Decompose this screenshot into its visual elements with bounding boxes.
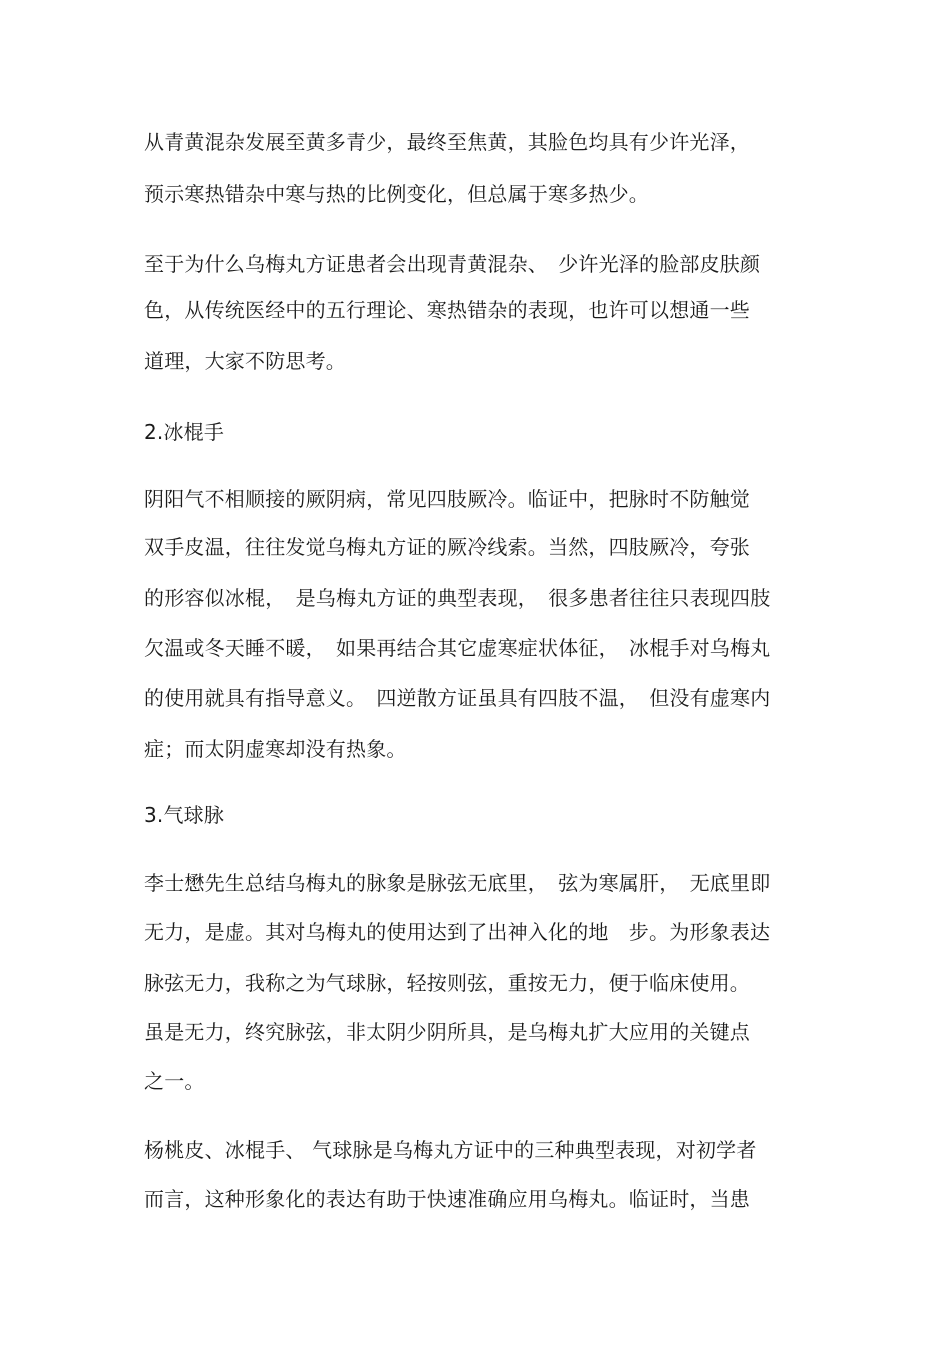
text-line: 李士懋先生总结乌梅丸的脉象是脉弦无底里， 弦为寒属肝， 无底里即 (144, 871, 771, 895)
text-line: 双手皮温，往往发觉乌梅丸方证的厥冷线索。当然，四肢厥冷，夸张 (144, 535, 750, 559)
text-line: 症；而太阴虚寒却没有热象。 (144, 737, 407, 761)
text-line: 的形容似冰棍， 是乌梅丸方证的典型表现， 很多患者往往只表现四肢 (144, 586, 771, 610)
text-line: 无力，是虚。其对乌梅丸的使用达到了出神入化的地 步。为形象表达 (144, 920, 771, 944)
text-line: 之一。 (144, 1069, 205, 1093)
section-heading: 2.冰棍手 (144, 420, 225, 444)
text-line: 脉弦无力，我称之为气球脉，轻按则弦，重按无力，便于临床使用。 (144, 971, 750, 995)
text-line: 色，从传统医经中的五行理论、寒热错杂的表现，也许可以想通一些 (144, 298, 750, 322)
text-line: 杨桃皮、冰棍手、 气球脉是乌梅丸方证中的三种典型表现，对初学者 (144, 1138, 757, 1162)
text-line: 道理，大家不防思考。 (144, 349, 346, 373)
text-line: 欠温或冬天睡不暖， 如果再结合其它虚寒症状体征， 冰棍手对乌梅丸 (144, 636, 771, 660)
text-line: 虽是无力，终究脉弦，非太阴少阴所具，是乌梅丸扩大应用的关键点 (144, 1020, 750, 1044)
text-line: 的使用就具有指导意义。 四逆散方证虽具有四肢不温， 但没有虚寒内 (144, 686, 771, 710)
text-line: 预示寒热错杂中寒与热的比例变化，但总属于寒多热少。 (144, 182, 649, 206)
text-line: 至于为什么乌梅丸方证患者会出现青黄混杂、 少许光泽的脸部皮肤颜 (144, 252, 761, 276)
text-line: 阴阳气不相顺接的厥阴病，常见四肢厥冷。临证中，把脉时不防触觉 (144, 487, 750, 511)
section-heading: 3.气球脉 (144, 803, 225, 827)
text-line: 而言，这种形象化的表达有助于快速准确应用乌梅丸。临证时，当患 (144, 1187, 750, 1211)
text-line: 从青黄混杂发展至黄多青少，最终至焦黄，其脸色均具有少许光泽， (144, 130, 750, 154)
